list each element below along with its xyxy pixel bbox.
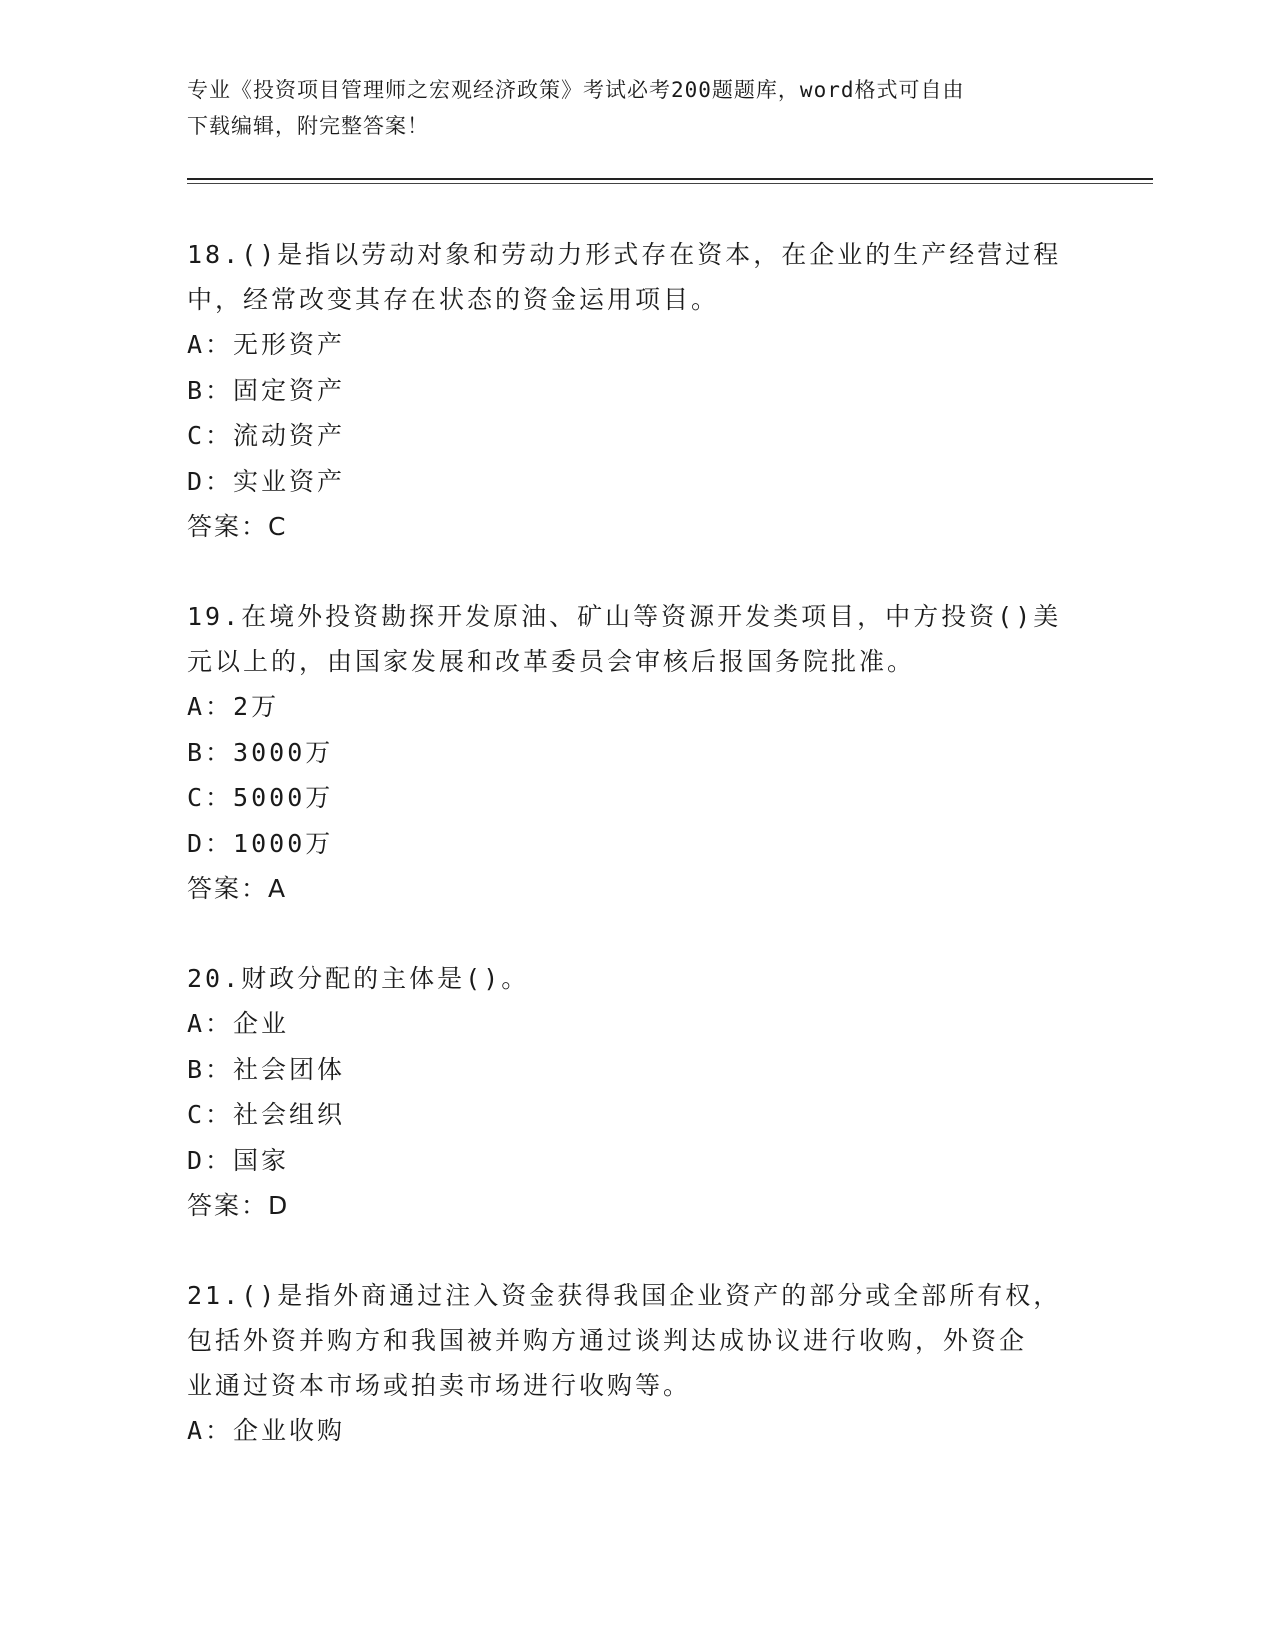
header-line-1: 专业《投资项目管理师之宏观经济政策》考试必考200题题库，word格式可自由 [187, 78, 965, 102]
option-d: D：实业资产 [187, 466, 346, 496]
question-18 [187, 232, 1087, 550]
option-a: A：2万 [187, 692, 280, 721]
question-text-line: 元以上的，由国家发展和改革委员会审核后报国务院批准。 [187, 647, 916, 676]
answer-line: 答案：D [187, 1191, 290, 1220]
option-d: D：国家 [187, 1145, 290, 1175]
question-text-line: 20.财政分配的主体是()。 [187, 964, 530, 993]
header-divider-thin [187, 183, 1153, 184]
option-a: A：企业收购 [187, 1416, 346, 1445]
question-text-line: 19.在境外投资勘探开发原油、矿山等资源开发类项目，中方投资()美 [187, 602, 1062, 631]
document-header [187, 72, 1067, 144]
answer-line: 答案：A [187, 874, 288, 903]
header-line-2: 下载编辑，附完整答案！ [187, 114, 429, 138]
header-divider-thick [187, 178, 1153, 180]
question-21 [187, 1273, 1087, 1454]
question-19 [187, 594, 1087, 912]
question-text-line: 包括外资并购方和我国被并购方通过谈判达成协议进行收购，外资企 [187, 1326, 1028, 1355]
answer-line: 答案：C [187, 512, 288, 541]
option-a: A：企业 [187, 1009, 290, 1038]
option-c: C：社会组织 [187, 1100, 346, 1129]
option-c: C：流动资产 [187, 421, 346, 450]
question-text-line: 18.()是指以劳动对象和劳动力形式存在资本，在企业的生产经营过程 [187, 240, 1062, 269]
question-text-line: 业通过资本市场或拍卖市场进行收购等。 [187, 1371, 692, 1400]
option-b: B：社会团体 [187, 1054, 346, 1084]
question-text-line: 21.()是指外商通过注入资金获得我国企业资产的部分或全部所有权， [187, 1281, 1062, 1310]
option-b: B：固定资产 [187, 375, 346, 405]
option-d: D：1000万 [187, 828, 334, 858]
question-text-line: 中，经常改变其存在状态的资金运用项目。 [187, 285, 720, 314]
option-c: C：5000万 [187, 783, 334, 812]
question-list [187, 232, 1087, 1498]
option-b: B：3000万 [187, 737, 334, 767]
option-a: A：无形资产 [187, 330, 346, 359]
question-20 [187, 956, 1087, 1229]
